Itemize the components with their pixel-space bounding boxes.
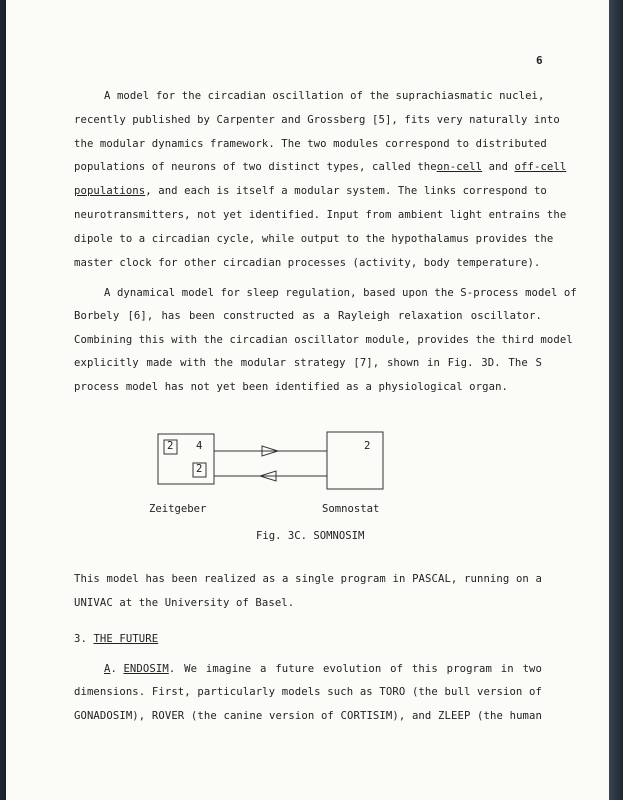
para2-line1: A dynamical model for sleep regulation, based upon the S-process model of bbox=[104, 287, 577, 299]
para1-line4-text: populations of neurons of two distinct types, called the bbox=[74, 161, 437, 173]
para1-line3: the modular dynamics framework. The two modules correspond to distributed bbox=[74, 138, 547, 150]
para1-line6: neurotransmitters, not yet identified. Input from ambient light entrains the bbox=[74, 209, 567, 221]
zeit-inner-bottom-number: 2 bbox=[196, 463, 203, 475]
subsection-title: ENDOSIM bbox=[123, 663, 169, 675]
and-word: and bbox=[482, 161, 515, 173]
subsection-letter: A bbox=[104, 663, 111, 675]
para3-line2: UNIVAC at the University of Basel. bbox=[74, 597, 295, 609]
para2-line5: process model has not yet been identified as a physiological organ. bbox=[74, 381, 509, 393]
para2-line2: Borbely [6], has been constructed as a Rayleigh relaxation oscillator. bbox=[74, 310, 542, 322]
para4-line2: dimensions. First, particularly models such as TORO (the bull version of bbox=[74, 686, 542, 698]
para4-line1-text: . We imagine a future evolution of this program in two bbox=[168, 663, 542, 675]
para3-line1: This model has been realized as a single program in PASCAL, running on a bbox=[74, 573, 542, 585]
figure-caption: Fig. 3C. SOMNOSIM bbox=[256, 530, 365, 542]
on-cell-term: on-cell bbox=[436, 161, 483, 173]
somno-number: 2 bbox=[364, 440, 371, 452]
zeit-number: 4 bbox=[196, 440, 203, 452]
populations-term: populations bbox=[74, 185, 146, 197]
para4-line1 bbox=[104, 663, 542, 675]
section-dot: . bbox=[80, 633, 94, 645]
somnostat-label: Somnostat bbox=[322, 503, 380, 515]
para1-line2: recently published by Carpenter and Grossberg [5], fits very naturally into bbox=[74, 114, 560, 126]
zeitgeber-label: Zeitgeber bbox=[149, 503, 207, 515]
para2-line4: explicitly made with the modular strategy [7], shown in Fig. 3D. The S bbox=[74, 357, 542, 369]
para1-line5-text: , and each is itself a modular system. The links correspond to bbox=[145, 185, 547, 197]
para2-line3: Combining this with the circadian oscillator module, provides the third model bbox=[74, 334, 573, 346]
section-number: 3 bbox=[74, 633, 81, 645]
section-heading bbox=[74, 633, 158, 645]
para1-line7: dipole to a circadian cycle, while output to the hypothalamus provides the bbox=[74, 233, 554, 245]
somnostat-box bbox=[327, 432, 383, 489]
subsection-dot: . bbox=[110, 663, 124, 675]
zeit-inner-top-number: 2 bbox=[167, 440, 174, 452]
para1-line1: A model for the circadian oscillation of the suprachiasmatic nuclei, bbox=[104, 90, 545, 102]
page-number: 6 bbox=[536, 54, 543, 67]
section-title: THE FUTURE bbox=[93, 633, 159, 645]
para4-line3: GONADOSIM), ROVER (the canine version of CORTISIM), and ZLEEP (the human bbox=[74, 710, 542, 722]
para1-line8: master clock for other circadian processes (activity, body temperature). bbox=[74, 257, 541, 269]
off-cell-term: off-cell bbox=[514, 161, 567, 173]
